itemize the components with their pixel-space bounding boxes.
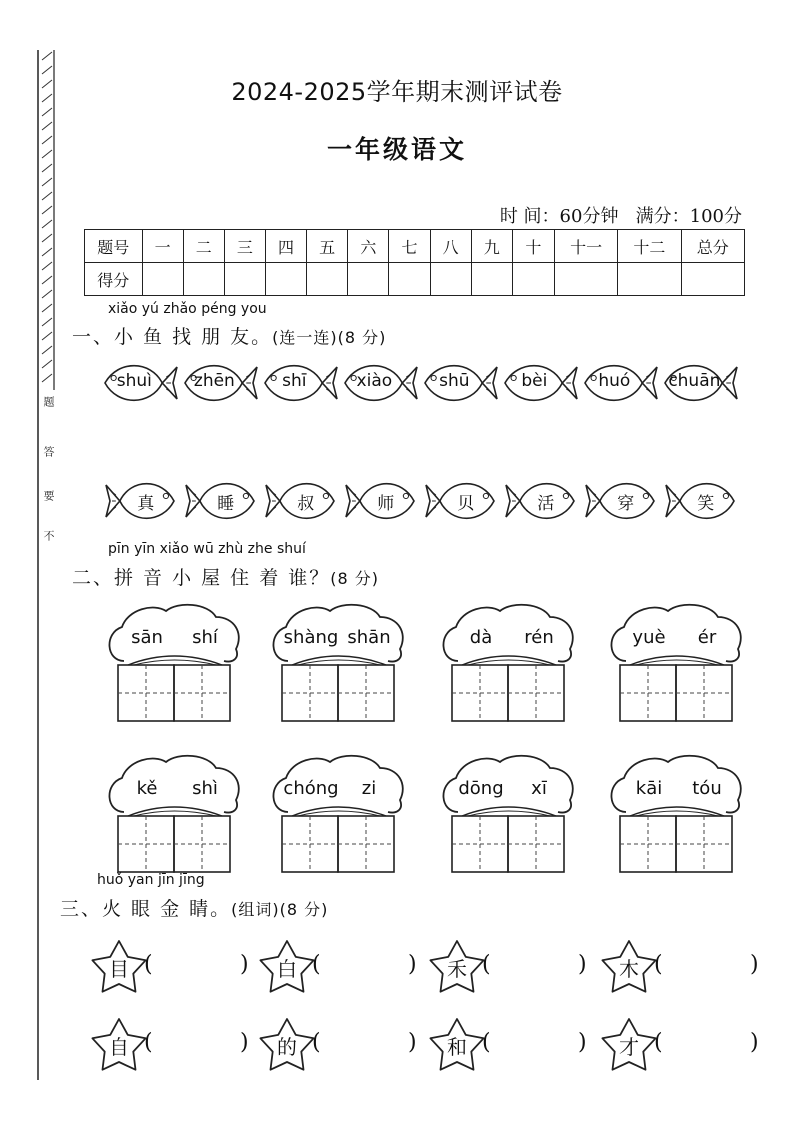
binding-margin-strip: [36, 50, 56, 1080]
section2-pinyin: pīn yīn xiǎo wū zhù zhe shuí: [108, 541, 306, 557]
writing-box[interactable]: [282, 665, 338, 721]
character-fish-label: 活: [537, 494, 555, 514]
writing-box[interactable]: [676, 665, 732, 721]
character-fish-label: 睡: [217, 494, 235, 514]
score-entry-cell[interactable]: [224, 263, 265, 296]
word-answer-blank[interactable]: [494, 954, 574, 982]
star-character: [258, 938, 316, 996]
house-pinyin: chóng: [283, 778, 339, 799]
score-table-question-cell: 十一: [554, 230, 617, 263]
character-fish-label: 贝: [457, 494, 475, 514]
margin-label: 答: [42, 446, 55, 457]
score-table-question-cell: 一: [142, 230, 183, 263]
section2-note: (8 分): [330, 569, 380, 588]
star-character-label: 禾: [447, 957, 467, 981]
word-answer-blank[interactable]: [156, 1032, 236, 1060]
score-entry-cell[interactable]: [471, 263, 512, 296]
section3-note: (组词)(8 分): [231, 900, 329, 919]
score-entry-cell[interactable]: [512, 263, 554, 296]
star-character: [428, 1016, 486, 1074]
score-entry-cell[interactable]: [265, 263, 306, 296]
score-table-question-cell: 总分: [681, 230, 744, 263]
house-pinyin: shān: [347, 627, 391, 648]
answer-open-paren: (: [144, 952, 153, 977]
pinyin-fish-label: zhēn: [193, 371, 235, 391]
star-character: [258, 1016, 316, 1074]
writing-box[interactable]: [174, 665, 230, 721]
answer-close-paren: ): [578, 1030, 587, 1055]
section1-note: (连一连)(8 分): [272, 328, 387, 347]
pinyin-house: [104, 754, 244, 884]
score-table-question-cell: 九: [471, 230, 512, 263]
pinyin-fish-label: bèi: [521, 371, 548, 391]
word-answer-blank[interactable]: [156, 954, 236, 982]
house-pinyin: dōng: [458, 778, 504, 799]
answer-close-paren: ): [240, 952, 249, 977]
margin-label: 要: [42, 490, 55, 501]
score-table-label-cell: 题号: [85, 230, 143, 263]
score-entry-cell[interactable]: [430, 263, 471, 296]
writing-box[interactable]: [508, 665, 564, 721]
star-character: [428, 938, 486, 996]
pinyin-fish[interactable]: [183, 362, 259, 404]
time-limit: 时 间：60分钟: [499, 206, 619, 227]
score-table: [84, 229, 745, 296]
section2-title: 二、拼 音 小 屋 住 着 谁？: [72, 567, 331, 589]
score-table-label-cell: 得分: [85, 263, 143, 296]
writing-box[interactable]: [174, 816, 230, 872]
pinyin-fish[interactable]: [103, 362, 179, 404]
pinyin-house: [268, 754, 408, 884]
star-character-label: 目: [109, 957, 129, 981]
character-fish[interactable]: [104, 480, 176, 522]
pinyin-fish-label: shū: [439, 371, 470, 391]
pinyin-fish-label: chuān: [668, 371, 721, 391]
answer-close-paren: ): [578, 952, 587, 977]
character-fish-label: 笑: [697, 494, 715, 514]
house-pinyin: kāi: [635, 778, 663, 799]
section3-heading: [60, 894, 328, 921]
score-table-question-cell: 八: [430, 230, 471, 263]
star-character: [90, 1016, 148, 1074]
house-pinyin: rén: [524, 627, 554, 648]
answer-close-paren: ): [408, 952, 417, 977]
score-table-question-cell: 五: [307, 230, 348, 263]
score-table-question-cell: 六: [348, 230, 389, 263]
score-entry-cell[interactable]: [389, 263, 430, 296]
house-pinyin: shì: [192, 778, 218, 799]
writing-box[interactable]: [620, 816, 676, 872]
score-entry-cell[interactable]: [348, 263, 389, 296]
section1-pinyin: xiǎo yú zhǎo péng you: [108, 301, 267, 317]
pinyin-house: [606, 603, 746, 733]
house-pinyin: kě: [136, 778, 158, 799]
answer-open-paren: (: [144, 1030, 153, 1055]
writing-box[interactable]: [508, 816, 564, 872]
answer-close-paren: ): [750, 1030, 759, 1055]
pinyin-fish[interactable]: [343, 362, 419, 404]
section3-title: 三、火 眼 金 睛。: [60, 898, 232, 920]
writing-box[interactable]: [338, 665, 394, 721]
score-entry-cell[interactable]: [142, 263, 183, 296]
character-fish-label: 师: [377, 494, 395, 514]
character-fish[interactable]: [664, 480, 736, 522]
answer-close-paren: ): [408, 1030, 417, 1055]
star-character: [90, 938, 148, 996]
pinyin-fish[interactable]: [423, 362, 499, 404]
answer-open-paren: (: [312, 1030, 321, 1055]
writing-box[interactable]: [452, 816, 508, 872]
pinyin-fish-label: huó: [598, 371, 631, 391]
margin-label: 题: [42, 396, 55, 407]
answer-open-paren: (: [654, 952, 663, 977]
answer-open-paren: (: [654, 1030, 663, 1055]
house-pinyin: xī: [531, 778, 547, 799]
pinyin-fish-label: shuì: [116, 371, 152, 391]
star-character-label: 才: [619, 1035, 639, 1059]
character-fish[interactable]: [184, 480, 256, 522]
margin-label: 不: [42, 530, 55, 541]
house-pinyin: dà: [469, 627, 493, 648]
house-pinyin: tóu: [692, 778, 722, 799]
score-entry-cell[interactable]: [183, 263, 224, 296]
character-fish-label: 叔: [297, 494, 315, 514]
word-answer-blank[interactable]: [666, 1032, 746, 1060]
pinyin-fish[interactable]: [503, 362, 579, 404]
writing-box[interactable]: [620, 665, 676, 721]
house-pinyin: sān: [131, 627, 163, 648]
pinyin-fish[interactable]: [583, 362, 659, 404]
character-fish-label: 真: [137, 494, 155, 514]
pinyin-fish[interactable]: [663, 362, 739, 404]
star-character: [600, 1016, 658, 1074]
answer-close-paren: ): [240, 1030, 249, 1055]
pinyin-fish-label: xiào: [356, 371, 393, 391]
star-character-label: 木: [619, 957, 639, 981]
writing-box[interactable]: [452, 665, 508, 721]
score-table-question-cell: 二: [183, 230, 224, 263]
pinyin-fish-label: shī: [282, 371, 307, 391]
score-table-question-cell: 十二: [618, 230, 681, 263]
exam-meta: [500, 202, 742, 228]
section1-title: 一、小 鱼 找 朋 友。: [72, 326, 273, 348]
pinyin-house: [606, 754, 746, 884]
word-answer-blank[interactable]: [324, 954, 404, 982]
star-character-label: 和: [447, 1035, 467, 1059]
word-answer-blank[interactable]: [324, 1032, 404, 1060]
star-character-label: 自: [109, 1035, 129, 1059]
character-fish-label: 穿: [617, 494, 635, 514]
answer-close-paren: ): [750, 952, 759, 977]
star-character-label: 的: [277, 1035, 297, 1059]
house-pinyin: yuè: [632, 627, 666, 648]
writing-box[interactable]: [338, 816, 394, 872]
score-entry-cell[interactable]: [681, 263, 744, 296]
house-pinyin: zi: [361, 778, 377, 799]
word-answer-blank[interactable]: [494, 1032, 574, 1060]
pinyin-house: [438, 754, 578, 884]
answer-open-paren: (: [482, 1030, 491, 1055]
answer-open-paren: (: [312, 952, 321, 977]
section1-heading: [72, 322, 386, 349]
character-fish[interactable]: [504, 480, 576, 522]
writing-box[interactable]: [282, 816, 338, 872]
score-entry-cell[interactable]: [618, 263, 681, 296]
score-table-question-cell: 四: [265, 230, 306, 263]
word-answer-blank[interactable]: [666, 954, 746, 982]
house-pinyin: shàng: [283, 627, 339, 648]
character-fish[interactable]: [584, 480, 656, 522]
pinyin-house: [438, 603, 578, 733]
pinyin-house: [268, 603, 408, 733]
house-pinyin: ér: [697, 627, 717, 648]
full-score: 满分：100分: [635, 206, 742, 227]
score-table-question-cell: 七: [389, 230, 430, 263]
exam-subtitle: 一年级语文: [326, 135, 467, 164]
section2-heading: [72, 563, 379, 590]
star-character: [600, 938, 658, 996]
character-fish[interactable]: [424, 480, 496, 522]
writing-box[interactable]: [118, 816, 174, 872]
answer-open-paren: (: [482, 952, 491, 977]
score-table-header-row: [85, 230, 745, 263]
pinyin-house: [104, 603, 244, 733]
star-character-label: 白: [277, 957, 297, 981]
writing-box[interactable]: [676, 816, 732, 872]
character-fish[interactable]: [344, 480, 416, 522]
score-table-question-cell: 三: [224, 230, 265, 263]
score-table-score-row: [85, 263, 745, 296]
score-entry-cell[interactable]: [307, 263, 348, 296]
score-entry-cell[interactable]: [554, 263, 617, 296]
writing-box[interactable]: [118, 665, 174, 721]
pinyin-fish[interactable]: [263, 362, 339, 404]
exam-title: 2024-2025学年期末测评试卷: [231, 78, 563, 106]
score-table-question-cell: 十: [512, 230, 554, 263]
character-fish[interactable]: [264, 480, 336, 522]
house-pinyin: shí: [192, 627, 218, 648]
section3-pinyin: huǒ yan jīn jīng: [97, 872, 205, 888]
